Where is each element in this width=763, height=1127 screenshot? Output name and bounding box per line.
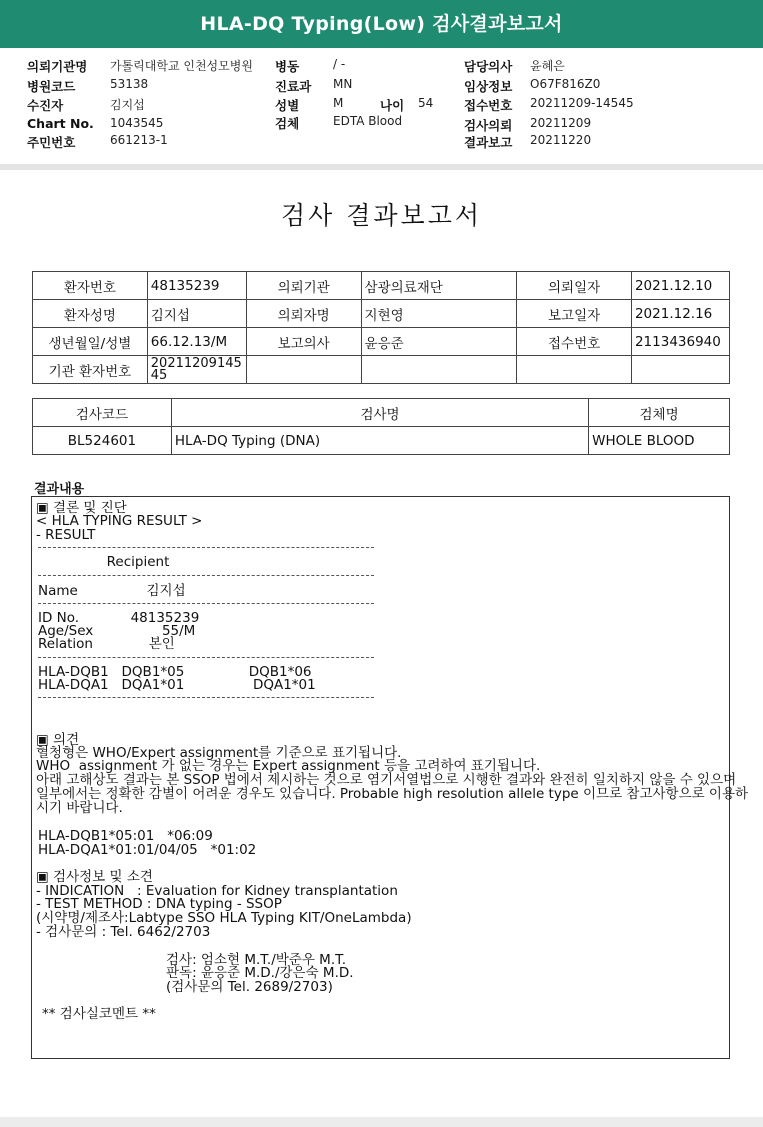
info-label-receipt-no: 접수번호	[464, 98, 513, 113]
cell-value: 2113436940	[631, 328, 729, 356]
info-value-department: MN	[333, 77, 353, 91]
cell-empty	[517, 356, 632, 384]
info-value-patient: 김지섭	[110, 98, 145, 112]
result-section-heading: 결과내용	[34, 482, 85, 497]
recipient-age-line: Age/Sex 55/M	[38, 623, 196, 639]
cell-label: 의뢰기관	[246, 272, 361, 300]
info-value-ward: / -	[333, 57, 346, 71]
recipient-id-line: ID No. 48135239	[38, 610, 200, 626]
info-value-id-number: 661213-1	[110, 133, 168, 147]
info-label-request-date: 검사의뢰	[464, 118, 513, 133]
info-value-age: 54	[418, 96, 434, 110]
signature-line: 판독: 윤응준 M.D./강은숙 M.D.	[166, 965, 354, 981]
info-value-receipt-no: 20211209-14545	[530, 96, 634, 110]
table-row	[33, 328, 730, 356]
report-header-title: HLA-DQ Typing(Low) 검사결과보고서	[0, 0, 763, 48]
column-header: 검사코드	[33, 399, 172, 427]
high-res-dqb1-line: HLA-DQB1*05:01 *06:09	[38, 828, 213, 844]
column-header: 검사명	[171, 399, 588, 427]
info-label-chart-no: Chart No.	[27, 116, 94, 131]
info-label-age: 나이	[380, 98, 405, 113]
cell-value: 김지섭	[147, 300, 246, 328]
cell-value: 지현영	[361, 300, 517, 328]
opinion-line: 일부에서는 정확한 감별이 어려운 경우도 있습니다. Probable high resolution allele type 이므로 참고사항으로 이용하	[36, 786, 749, 802]
info-label-department: 진료과	[275, 79, 312, 94]
conclusion-heading: ▣ 결론 및 진단	[36, 500, 127, 516]
opinion-heading: ▣ 의견	[36, 732, 80, 748]
opinion-line: 시기 바랍니다.	[36, 800, 123, 816]
cell-empty	[631, 356, 729, 384]
cell-value: 20211209145 45	[147, 356, 246, 384]
dqb1-typing-line: HLA-DQB1 DQB1*05 DQB1*06	[38, 664, 312, 680]
test-code: BL524601	[33, 427, 172, 455]
cell-label: 환자성명	[33, 300, 148, 328]
request-info-panel	[0, 51, 763, 164]
info-label-id-number: 주민번호	[27, 135, 76, 150]
opinion-line: 아래 고해상도 결과는 본 SSOP 법에서 제시하는 것으로 염기서열법으로 시행한 결과와 완전히 일치하지 않을 수 있으며	[36, 772, 737, 788]
table-row	[33, 272, 730, 300]
result-line: < HLA TYPING RESULT >	[36, 513, 203, 529]
info-label-sex: 성별	[275, 98, 300, 113]
recipient-header: Recipient	[38, 554, 170, 570]
cell-value: 48135239	[147, 272, 246, 300]
signature-line: (검사문의 Tel. 2689/2703)	[166, 979, 333, 995]
table-header-row	[33, 399, 730, 427]
dashed-rule	[38, 603, 374, 604]
opinion-line: 혈청형은 WHO/Expert assignment를 기준으로 표기됩니다.	[36, 745, 402, 761]
info-label-specimen: 검체	[275, 116, 300, 131]
info-value-hospital-code: 53138	[110, 77, 149, 91]
test-info-line: - INDICATION : Evaluation for Kidney transplantation	[36, 883, 398, 899]
info-value-specimen: EDTA Blood	[333, 114, 403, 128]
cell-label: 기관 환자번호	[33, 356, 148, 384]
patient-info-table	[32, 271, 730, 384]
table-row	[33, 300, 730, 328]
cell-label: 접수번호	[517, 328, 632, 356]
column-header: 검체명	[589, 399, 730, 427]
table-row	[33, 356, 730, 384]
section-divider	[0, 164, 763, 170]
info-label-ward: 병동	[275, 59, 300, 74]
cell-label: 보고의사	[246, 328, 361, 356]
test-info-table	[32, 398, 730, 455]
cell-label: 의뢰일자	[517, 272, 632, 300]
info-label-doctor: 담당의사	[464, 59, 513, 74]
info-value-sex: M	[333, 96, 344, 110]
info-label-patient: 수진자	[27, 98, 64, 113]
cell-value: 삼광의료재단	[361, 272, 517, 300]
dashed-rule	[38, 697, 374, 698]
result-line: - RESULT	[36, 527, 96, 543]
test-info-line: (시약명/제조사:Labtype SSO HLA Typing KIT/OneLambda)	[36, 910, 412, 926]
bottom-band	[0, 1117, 763, 1127]
test-name: HLA-DQ Typing (DNA)	[171, 427, 588, 455]
signature-line: 검사: 엄소현 M.T./박준우 M.T.	[166, 952, 347, 968]
dqa1-typing-line: HLA-DQA1 DQA1*01 DQA1*01	[38, 677, 316, 693]
test-info-line: - TEST METHOD : DNA typing - SSOP	[36, 896, 282, 912]
info-value-clinical-info: O67F816Z0	[530, 77, 601, 91]
recipient-name-line: Name 김지섭	[38, 583, 186, 599]
cell-empty	[361, 356, 517, 384]
info-value-doctor: 윤혜은	[530, 59, 565, 73]
page-title: 검사 결과보고서	[281, 201, 482, 230]
cell-value: 2021.12.16	[631, 300, 729, 328]
table-row	[33, 427, 730, 455]
dashed-rule	[38, 547, 374, 548]
recipient-relation-line: Relation 본인	[38, 636, 175, 652]
dashed-rule	[38, 575, 374, 576]
info-label-institution: 의뢰기관명	[27, 59, 88, 74]
info-value-request-date: 20211209	[530, 116, 592, 130]
info-label-clinical-info: 임상정보	[464, 79, 513, 94]
cell-empty	[246, 356, 361, 384]
cell-label: 의뢰자명	[246, 300, 361, 328]
high-res-dqa1-line: HLA-DQA1*01:01/04/05 *01:02	[38, 842, 257, 858]
cell-value: 2021.12.10	[631, 272, 729, 300]
test-info-heading: ▣ 검사정보 및 소견	[36, 869, 153, 885]
cell-label: 보고일자	[517, 300, 632, 328]
info-value-chart-no: 1043545	[110, 116, 164, 130]
result-content-box	[31, 496, 749, 1059]
cell-value: 윤응준	[361, 328, 517, 356]
cell-value: 66.12.13/M	[147, 328, 246, 356]
info-value-report-date: 20211220	[530, 133, 592, 147]
test-info-line: - 검사문의 : Tel. 6462/2703	[36, 924, 211, 940]
dashed-rule	[38, 657, 374, 658]
info-label-hospital-code: 병원코드	[27, 79, 76, 94]
lab-comment-heading: ** 검사실코멘트 **	[42, 1006, 156, 1022]
cell-label: 환자번호	[33, 272, 148, 300]
cell-label: 생년월일/성별	[33, 328, 148, 356]
specimen-name: WHOLE BLOOD	[589, 427, 730, 455]
info-value-institution: 가톨릭대학교 인천성모병원	[110, 59, 253, 73]
info-label-report-date: 결과보고	[464, 135, 513, 150]
opinion-line: WHO assignment 가 없는 경우는 Expert assignment 등을 고려하여 표기됩니다.	[36, 758, 541, 774]
